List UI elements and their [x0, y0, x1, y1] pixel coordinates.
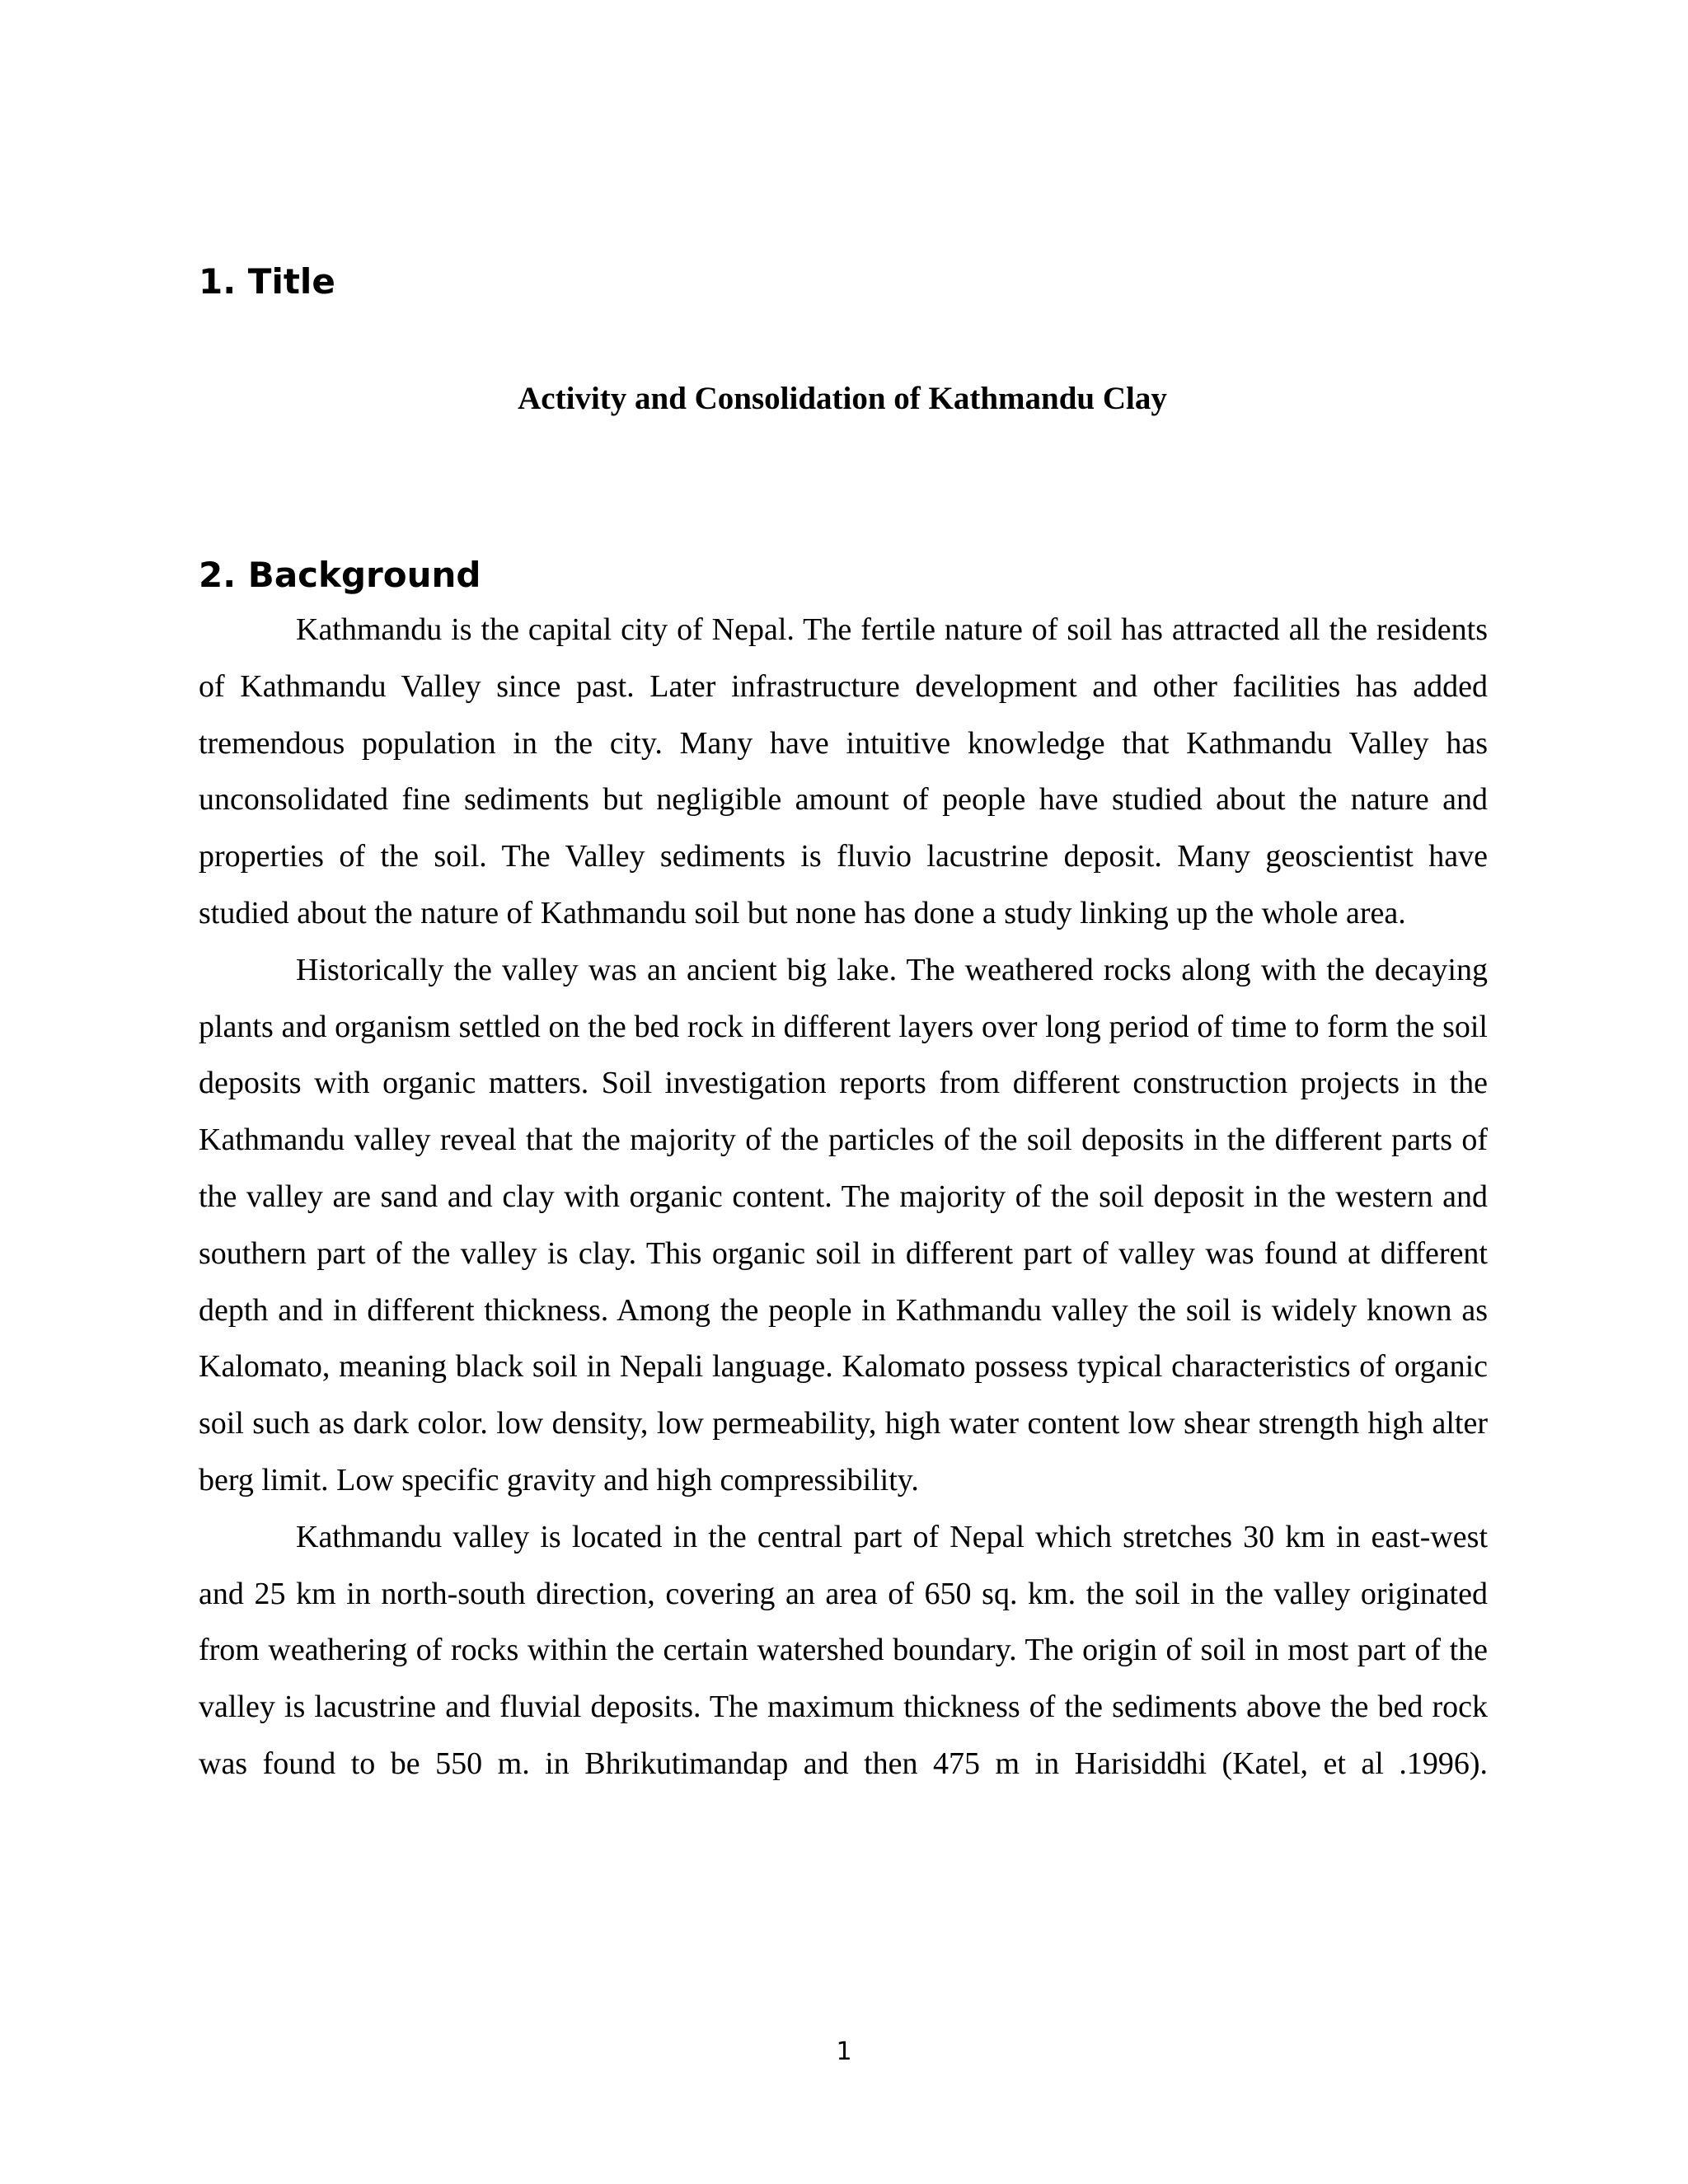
section-heading-background: 2. Background [199, 555, 481, 595]
paragraph-2: Historically the valley was an ancient big lake. The weathered rocks along with the decaying plants and organism settled on the bed rock in different layers over long period of time to form the soil deposits with organic matters. Soil investigation reports from different construction projects in the Kathmandu valley reveal that the majority of the particles of the soil deposits in the different parts of the valley are sand and clay with organic content. The majority of the soil deposit in the western and southern part of the valley is clay. This organic soil in different part of valley was found at different depth and in different thickness. Among the people in Kathmandu valley the soil is widely known as Kalomato, meaning black soil in Nepali language. Kalomato possess typical characteristics of organic soil such as dark color. low density, low permeability, high water content low shear strength high alter berg limit. Low specific gravity and high compressibility. [199, 952, 1488, 1497]
page-number: 1 [836, 2037, 852, 2066]
paragraph-3: Kathmandu valley is located in the central part of Nepal which stretches 30 km in east-west and 25 km in north-south direction, covering an area of 650 sq. km. the soil in the valley originated from weathering of rocks within the certain watershed boundary. The origin of soil in most part of the valley is lacustrine and fluvial deposits. The maximum thickness of the sediments above the bed rock was found to be 550 m. in Bhrikutimandap and then 475 m in Harisiddhi (Katel, et al .1996). [199, 1519, 1488, 1781]
section-heading-title: 1. Title [199, 261, 335, 302]
paragraph-1: Kathmandu is the capital city of Nepal. The fertile nature of soil has attracted all the residents of Kathmandu Valley since past. Later infrastructure development and other facilities has added tremendous population in the city. Many have intuitive knowledge that Kathmandu Valley has unconsolidated fine sediments but negligible amount of people have studied about the nature and properties of the soil. The Valley sediments is fluvio lacustrine deposit. Many geoscientist have studied about the nature of Kathmandu soil but none has done a study linking up the whole area. [199, 612, 1488, 930]
document-title: Activity and Consolidation of Kathmandu Clay [518, 381, 1167, 416]
background-body [199, 602, 1488, 1793]
